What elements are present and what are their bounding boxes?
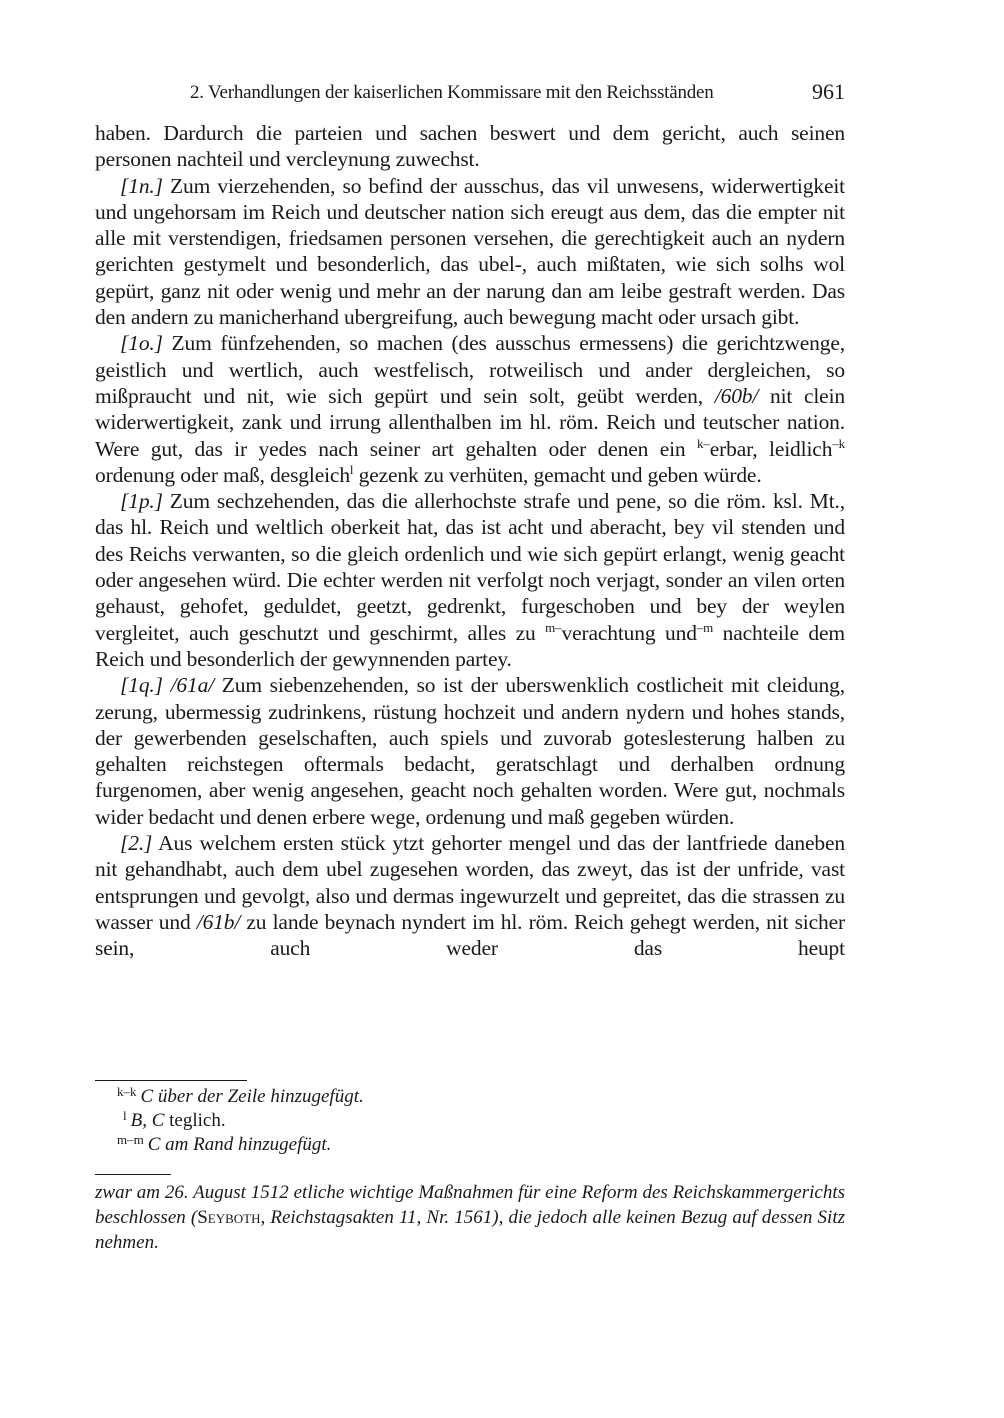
main-text — [95, 120, 845, 962]
footnote-k — [95, 1085, 845, 1109]
continued-footnote — [95, 1180, 845, 1255]
paragraph-text: nit clein widerwertigkeit, zank und irrung allenthalben im hl. röm. Reich und teutscher nation. Were gut, das ir yedes nach seiner art gehalten oder denen ein — [95, 383, 846, 461]
section-label: [2.] — [120, 831, 153, 856]
paragraph-1o — [95, 330, 845, 488]
footnotes — [95, 1085, 845, 1157]
note-text: , Reichstagsakten 11, Nr. 1561), die jedoch alle keinen Bezug auf dessen Sitz nehmen. — [95, 1207, 845, 1253]
paragraph-text: zu lande beynach nyndert im hl. röm. Reich gehegt werden, nit sicher sein, auch weder das heupt — [95, 909, 845, 961]
footnote-text: C am Rand hinzugefügt. — [147, 1134, 332, 1155]
author-name: Seyboth — [197, 1207, 261, 1228]
footnote-mark: k– — [697, 435, 710, 451]
paragraph-text: Aus welchem ersten stück ytzt gehorter mengel und das der lantfriede daneben nit gehandhabt, auch dem ubel zugesehen worden, das zweyt, das ist der unfride, vast entsprungen und gevolgt, also und dermas ingewurzelt und gepreitet, das die strassen zu wasser und — [95, 831, 845, 934]
paragraph-1q — [95, 672, 845, 830]
footnote-text: C über der Zeile hinzugefügt. — [140, 1086, 364, 1107]
paragraph-text: Zum vierzehenden, so befind der ausschus, das vil unwesens, widerwertigkeit und ungehorsam im Reich und deutscher nation sich ereugt aus dem, das die empter nit alle mit verstendigen, friedsamen personen versehen, die gerechtigkeit auch an nydern gerichten gestymelt und besonderlich, das ubel-, auch mißtaten, wie sich solhs wol gepürt, ganz nit oder wenig und mehr an der narung dan am leibe gestraft werden. Das den andern zu manicherhand ubergreifung, auch bewegung macht oder ursach gibt. — [95, 173, 845, 330]
footnote-text: B, C — [130, 1110, 165, 1131]
paragraph-text: verachtung und — [561, 620, 697, 645]
footnote-l — [95, 1109, 845, 1133]
running-head — [95, 79, 845, 109]
footnote-rule — [95, 1080, 247, 1081]
paragraph-text: nachteile dem Reich und besonderlich der gewynnenden partey. — [95, 620, 845, 671]
footnote-mark: l — [123, 1108, 127, 1123]
footnote-text: teglich. — [164, 1110, 226, 1131]
paragraph-continuation — [95, 120, 845, 173]
paragraph-text: Zum siebenzehenden, so ist der uberswenklich costlicheit mit cleidung, zerung, ubermessig zudrinkens, rüstung hochzeit und andern nydern und hohes stands, der gewerbenden geselschaften, auch spiels und zuvorab goteslesterung halben zu gehalten reichstegen oftermals bedacht, geratschlagt und derhalben ordnung furgenomen, aber wenig angesehen, geacht noch gehalten worden. Were gut, nochmals wider bedacht und denen erbere wege, ordenung und maß gegeben würden. — [95, 673, 845, 829]
paragraph-text: erbar, leidlich — [709, 436, 833, 461]
footnote-mark: –m — [696, 619, 714, 635]
footnote-m — [95, 1133, 845, 1157]
running-head-title: 2. Verhandlungen der kaiserlichen Kommissare mit den Reichsständen — [190, 82, 714, 103]
footnote-mark: m– — [545, 619, 562, 635]
section-label: [1o.] — [120, 331, 163, 356]
footnote-mark: m–m — [117, 1132, 144, 1147]
paragraph-1n — [95, 173, 845, 331]
note-text: zwar am 26. August 1512 etliche wichtige Maßnahmen für eine Reform des Reichskammergerichts beschlossen ( — [95, 1182, 845, 1228]
paragraph-text: haben. Dardurch die parteien und sachen beswert und dem gericht, auch seinen personen nachteil und vercleynung zuwechst. — [95, 121, 845, 172]
paragraph-text: ordenung oder maß, desgleich — [95, 462, 350, 487]
folio-marker: /61b/ — [196, 909, 241, 934]
continued-note-rule — [95, 1174, 171, 1175]
section-label: [1p.] — [120, 489, 163, 514]
section-label: [1n.] — [120, 173, 163, 198]
paragraph-2 — [95, 830, 845, 961]
footnote-mark: –k — [832, 435, 846, 451]
section-label: [1q.] — [120, 673, 163, 698]
footnote-mark: l — [349, 461, 354, 477]
paragraph-text: gezenk zu verhüten, gemacht und geben würde. — [353, 462, 762, 487]
folio-marker: /60b/ — [714, 383, 759, 408]
page-number: 961 — [812, 79, 845, 104]
footnote-mark: k–k — [117, 1084, 137, 1099]
paragraph-1p — [95, 488, 845, 672]
paragraph-text: Zum fünfzehenden, so machen (des ausschus ermessens) die gerichtzwenge, geistlich und wertlich, auch westfelisch, rotweilisch und ander dergleichen, so mißpraucht und nit, wie sich gepürt und sein solt, geübt werden, — [95, 331, 845, 408]
paragraph-text: Zum sechzehenden, das die allerhochste strafe und pene, so die röm. ksl. Mt., das hl. Reich und weltlich oberkeit hat, das ist acht und aberacht, bey vil stenden und des Reichs verwanten, so die gleich ordenlich und wie sich gepürt erlangt, wenig geacht oder angesehen würd. Die echter werden nit verfolgt noch verjagt, sonder an vilen orten gehaust, gehofet, geduldet, geetzt, gedrenkt, furgeschoben und bey der weylen vergleitet, auch geschutzt und geschirmt, alles zu — [95, 489, 845, 645]
folio-marker: /61a/ — [170, 673, 215, 698]
